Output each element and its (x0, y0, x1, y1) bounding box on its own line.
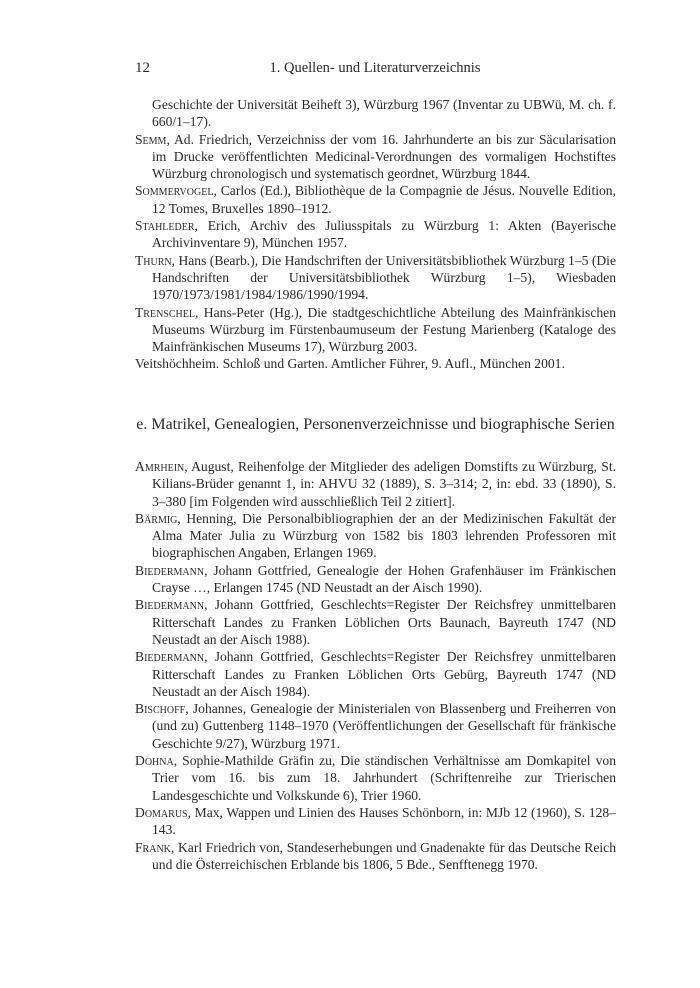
entry-author: Sommervogel (135, 183, 214, 199)
bibliography-entry (135, 217, 616, 252)
bibliography-entry (135, 804, 616, 839)
bibliography-entry (135, 752, 616, 804)
entry-text: , Henning, Die Personalbibliographien der an der Medizinischen Fakultät der Alma Mater Julia zu Würzburg von 1582 bis 1803 lehrenden Professoren mit biographischen Angaben, Erlangen 1969. (152, 510, 616, 561)
bibliography-list-bottom (135, 458, 616, 873)
entry-author: Trenschel (135, 304, 195, 320)
entry-author: Amrhein (135, 459, 185, 474)
bibliography-entry (135, 182, 616, 217)
entry-author: Biedermann (135, 597, 205, 613)
entry-author: Bärmig (135, 510, 178, 526)
bibliography-entry (135, 458, 616, 510)
entry-text: , August, Reihenfolge der Mitglieder des adeligen Domstifts zu Würzburg, St. Kilians-Brüder genannt 1, in: AHVU 32 (1889), S. 3–314; 2, in: ebd. 33 (1890), S. 3–380 [im Folgenden wird ausschließlich Teil 2 zitiert]. (152, 459, 616, 509)
bibliography-entry (135, 562, 616, 597)
entry-text: , Sophie-Mathilde Gräfin zu, Die ständischen Verhältnisse am Domkapitel von Trier vom 16. bis zum 18. Jahrhundert (Schriftenreihe zur Trierischen Landesgeschichte und Volkskunde 6), Trier 1960. (152, 753, 616, 803)
entry-text: , Max, Wappen und Linien des Hauses Schönborn, in: MJb 12 (1960), S. 128–143. (152, 804, 616, 838)
entry-author: Dohna (135, 753, 174, 769)
bibliography-entry (135, 839, 616, 874)
bibliography-list-top (135, 96, 616, 373)
entry-author: Biedermann (135, 562, 205, 578)
entry-author: Domarus (135, 804, 188, 820)
entry-author: Stahleder (135, 218, 195, 234)
entry-text: , Hans (Bearb.), Die Handschriften der Universitätsbibliothek Würzburg 1–5 (Die Handschriften der Universitätsbibliothek Würzburg 1–5), Wiesbaden 1970/1973/1981/1984/1986/1990/1994. (152, 252, 616, 303)
bibliography-entry (135, 96, 616, 131)
page-number: 12 (135, 60, 150, 76)
bibliography-entry (135, 648, 616, 700)
bibliography-entry (135, 131, 616, 183)
entry-text: Geschichte der Universität Beiheft 3), Würzburg 1967 (Inventar zu UBWü, M. ch. f. 660/1–17). (152, 97, 616, 130)
entry-author: Bischoff (135, 701, 186, 717)
bibliography-entry (135, 596, 616, 648)
entry-author: Frank (135, 839, 171, 855)
entry-text: , Johannes, Genealogie der Ministerialen von Blassenberg und Freiherren von (und zu) Guttenberg 1148–1970 (Veröffentlichungen der Gesellschaft für fränkische Geschichte 9/27), Würzburg 1971. (152, 701, 616, 751)
running-title: 1. Quellen- und Literaturverzeichnis (269, 60, 481, 76)
entry-text: , Karl Friedrich von, Standeserhebungen und Gnadenakte für das Deutsche Reich und die Österreichischen Erblande bis 1806, 5 Bde., Senfftenegg 1970. (152, 839, 616, 872)
bibliography-entry (135, 304, 616, 356)
bibliography-entry (135, 252, 616, 304)
page-header (135, 60, 615, 82)
bibliography-entry (135, 355, 616, 372)
entry-author: Biedermann (135, 649, 205, 665)
entry-text: , Ad. Friedrich, Verzeichniss der vom 16. Jahrhunderte an bis zur Säcularisation im Drucke veröffentlichten Medicinal-Verordnungen des vormaligen Hochstiftes Würzburg chronologisch und systematisch geordnet, Würzburg 1844. (152, 131, 616, 182)
bibliography-entry (135, 510, 616, 562)
entry-text: Veitshöchheim. Schloß und Garten. Amtlicher Führer, 9. Aufl., München 2001. (135, 356, 565, 372)
entry-author: Semm (135, 131, 167, 147)
entry-text: , Johann Gottfried, Geschlechts=Register Der Reichsfrey unmittelbaren Ritterschaft Landes zu Franken Löblichen Orts Gebürg, Bayreuth 1747 (ND Neustadt an der Aisch 1984). (152, 649, 616, 699)
entry-text: , Erich, Archiv des Juliusspitals zu Würzburg 1: Akten (Bayerische Archivinventare 9), München 1957. (152, 218, 616, 251)
section-heading: e. Matrikel, Genealogien, Personenverzeichnisse und biographische Serien (136, 416, 615, 433)
entry-text: , Hans-Peter (Hg.), Die stadtgeschichtliche Abteilung des Mainfränkischen Museums Würzburg im Fürstenbaumuseum der Festung Marienberg (Kataloge des Mainfränkischen Museums 17), Würzburg 2003. (152, 304, 616, 355)
entry-text: , Johann Gottfried, Geschlechts=Register Der Reichsfrey unmittelbaren Ritterschaft Landes zu Franken Löblichen Orts Baunach, Bayreuth 1747 (ND Neustadt an der Aisch 1988). (152, 597, 616, 647)
entry-author: Thurn (135, 252, 172, 268)
entry-text: , Johann Gottfried, Genealogie der Hohen Grafenhäuser im Fränkischen Crayse …, Erlangen 1745 (ND Neustadt an der Aisch 1990). (152, 562, 616, 596)
bibliography-entry (135, 700, 616, 752)
entry-text: , Carlos (Ed.), Bibliothèque de la Compagnie de Jésus. Nouvelle Edition, 12 Tomes, Bruxelles 1890–1912. (152, 183, 616, 216)
